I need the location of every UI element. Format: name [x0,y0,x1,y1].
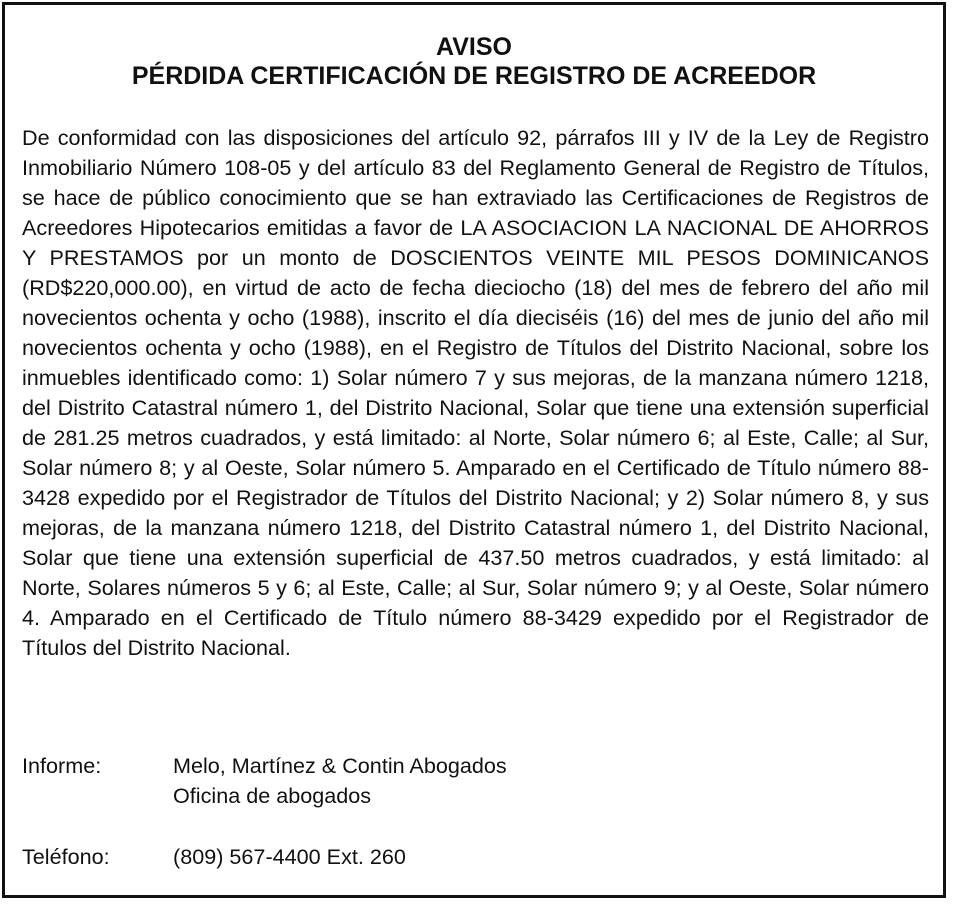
notice-subtitle: PÉRDIDA CERTIFICACIÓN DE REGISTRO DE ACREEDOR [131,62,817,90]
notice-body: De conformidad con las disposiciones del artículo 92, párrafos III y IV de la Ley de Registro Inmobiliario Número 108-05 y del artículo 83 del Reglamento General de Registro de Títulos, se hace de público conocimiento que se han extraviado las Certificaciones de Registros de Acreedores Hipotecarios emitidas a favor de LA ASOCIACION LA NACIONAL DE AHORROS Y PRESTAMOS por un monto de DOSCIENTOS VEINTE MIL PESOS DOMINICANOS (RD$220,000.00), en virtud de acto de fecha dieciocho (18) del mes de febrero del año mil novecientos ochenta y ocho (1988), inscrito el día dieciséis (16) del mes de junio del año mil novecientos ochenta y ocho (1988), en el Registro de Títulos del Distrito Nacional, sobre los inmuebles identificado como: 1) Solar número 7 y sus mejoras, de la manzana número 1218, del Distrito Catastral número 1, del Distrito Nacional, Solar que tiene una extensión superficial de 281.25 metros cuadrados, y está limitado: al Norte, Solar número 6; al Este, Calle; al Sur, Solar número 8; y al Oeste, Solar número 5. Amparado en el Certificado de Título número 88-3428 expedido por el Registrador de Títulos del Distrito Nacional; y 2) Solar número 8, y sus mejoras, de la manzana número 1218, del Distrito Catastral número 1, del Distrito Nacional, Solar que tiene una extensión superficial de 437.50 metros cuadrados, y está limitado: al Norte, Solares números 5 y 6; al Este, Calle; al Sur, Solar número 9; y al Oeste, Solar número 4. Amparado en el Certificado de Título número 88-3429 expedido por el Registrador de Títulos del Distrito Nacional. [22,125,929,660]
notice-frame [2,2,946,898]
phone-label: Teléfono: [22,844,110,869]
phone-value: (809) 567-4400 Ext. 260 [173,844,406,869]
informe-label: Informe: [22,753,102,778]
informe-office: Oficina de abogados [173,783,372,808]
informe-name: Melo, Martínez & Contin Abogados [173,753,507,778]
notice-title: AVISO [436,33,512,61]
